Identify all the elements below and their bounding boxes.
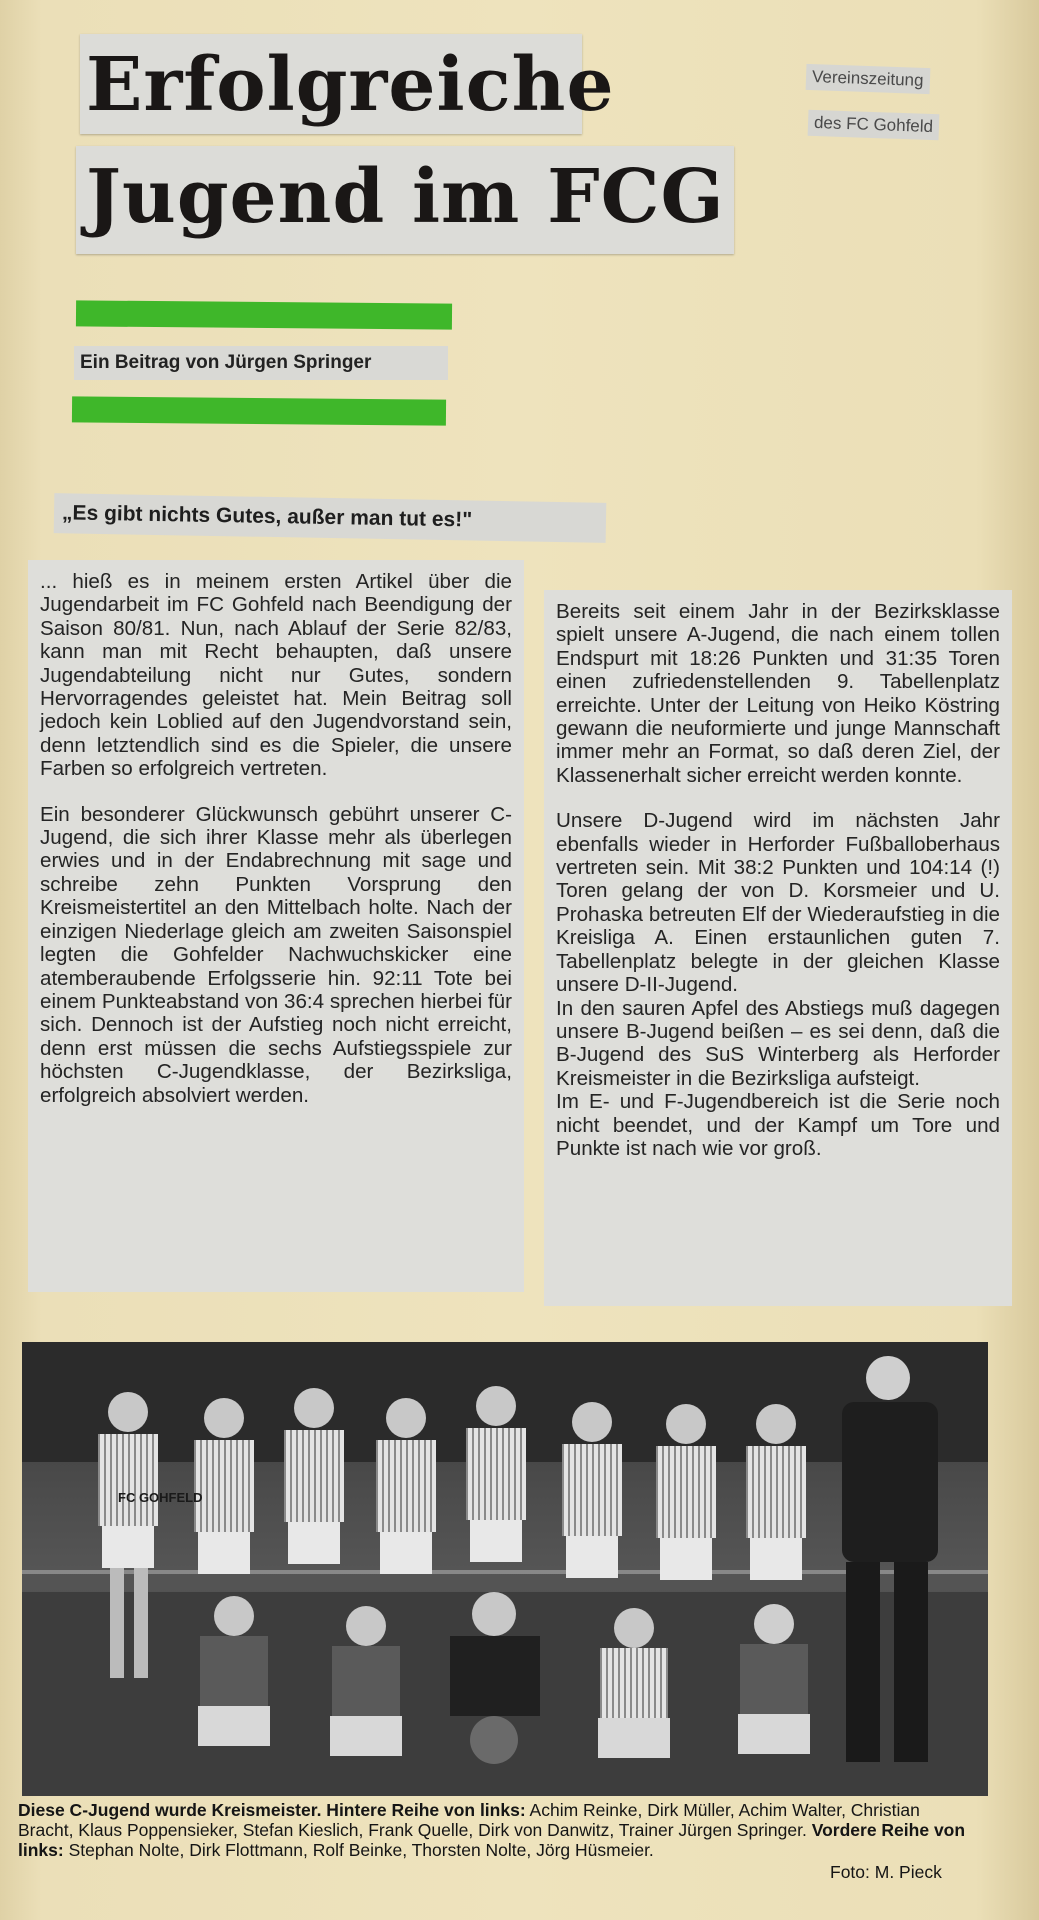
caption-front-row: Stephan Nolte, Dirk Flottmann, Rolf Beinke, Thorsten Nolte, Jörg Hüsmeier. — [63, 1840, 654, 1860]
right-paragraph-1: Bereits seit einem Jahr in der Bezirksklasse spielt unsere A-Jugend, die nach einem tollen Endspurt mit 18:26 Punkten und 31:35 Toren einen zufriedenstellenden 9. Tabellenplatz erreichte. Unter der Leitung von Heiko Köstring gewann die neuformierte und junge Mannschaft immer mehr an Format, so daß deren Ziel, der Klassenerhalt sicher erreicht werden konnte. — [556, 600, 1000, 787]
headline-clipping-2 — [76, 146, 734, 254]
caption-back-row: Achim Reinke, Dirk Müller, Achim Walter, Christian Bracht, Klaus Poppensieker, Stefan Kieslich, Frank Quelle, Dirk von Danwitz, Trainer Jürgen Springer. — [18, 1800, 920, 1840]
quote-headline: „Es gibt nichts Gutes, außer man tut es!" — [54, 493, 607, 543]
publication-label-2: des FC Gohfeld — [808, 110, 940, 141]
green-stripe-bottom — [72, 396, 446, 425]
publication-label-1: Vereinszeitung — [806, 64, 930, 94]
right-paragraph-2: Unsere D-Jugend wird im nächsten Jahr ebenfalls wieder in Herforder Fußballoberhaus vertreten sein. Mit 38:2 Punkten und 104:14 (!) Toren gelang der von D. Korsmeier und U. Prohaska betreuten Elf der Wiederaufstieg in die Kreisliga A. Einen erstaunlichen guten 7. Tabellenplatz belegte in der gleichen Klasse unsere D-II-Jugend. — [556, 809, 1000, 997]
left-paragraph-1: ... hieß es in meinem ersten Artikel über die Jugendarbeit im FC Gohfeld nach Beendigung der Saison 80/81. Nun, nach Ablauf der Serie 82/83, kann man mit Recht behaupten, daß unsere Jugendabteilung nicht nur Gutes, sondern Hervorragendes geleistet hat. Mein Beitrag soll jedoch kein Loblied auf den Jugendvorstand sein, denn letztendlich sind es die Spieler, die unsere Farben so erfolgreich vertreten. — [40, 570, 512, 781]
caption-lead: Diese C-Jugend wurde Kreismeister. Hintere Reihe von links: — [18, 1800, 526, 1820]
right-paragraph-4: Im E- und F-Jugendbereich ist die Serie noch nicht beendet, und der Kampf um Tore und Punkte ist nach wie vor groß. — [556, 1090, 1000, 1160]
right-paragraph-3: In den sauren Apfel des Abstiegs muß dagegen unsere B-Jugend beißen – es sei denn, daß die B-Jugend des SuS Winterberg als Herforder Kreismeister in die Bezirksliga aufsteigt. — [556, 996, 1000, 1090]
team-photo-illustration — [22, 1342, 988, 1796]
headline-line-1: Erfolgreiche — [86, 42, 615, 128]
shirt-lettering: FC GOHFELD — [118, 1490, 203, 1505]
caption-front-label: Vordere Reihe von links: — [18, 1820, 966, 1860]
author-byline: Ein Beitrag von Jürgen Springer — [74, 346, 448, 380]
left-paragraph-2: Ein besonderer Glückwunsch gebührt unserer C-Jugend, die sich ihrer Klasse mehr als überlegen erwies und in der Endabrechnung mit sage und schreibe zehn Punkten Vorsprung den Kreismeistertitel an den Mittelbach holte. Nach der einzigen Niederlage gleich am zweiten Saisonspiel legten die Gohfelder Nachwuchskicker eine atemberaubende Erfolgsserie hin. 92:11 Tote bei einem Punkteabstand von 36:4 sprechen hierbei für sich. Dennoch ist der Aufstieg noch nicht erreicht, denn erst müssen die sechs Aufstiegsspiele zur höchsten C-Jugendklasse, der Bezirksliga, erfolgreich absolviert werden. — [40, 802, 512, 1107]
article-column-right — [544, 590, 1012, 1306]
article-column-left — [28, 560, 524, 1292]
headline-line-2: Jugend im FCG — [86, 154, 725, 240]
photo-caption — [18, 1800, 980, 1860]
photo-credit: Foto: M. Pieck — [830, 1862, 942, 1882]
green-stripe-top — [76, 300, 452, 329]
headline-clipping-1 — [80, 34, 615, 134]
team-photo — [22, 1342, 988, 1796]
